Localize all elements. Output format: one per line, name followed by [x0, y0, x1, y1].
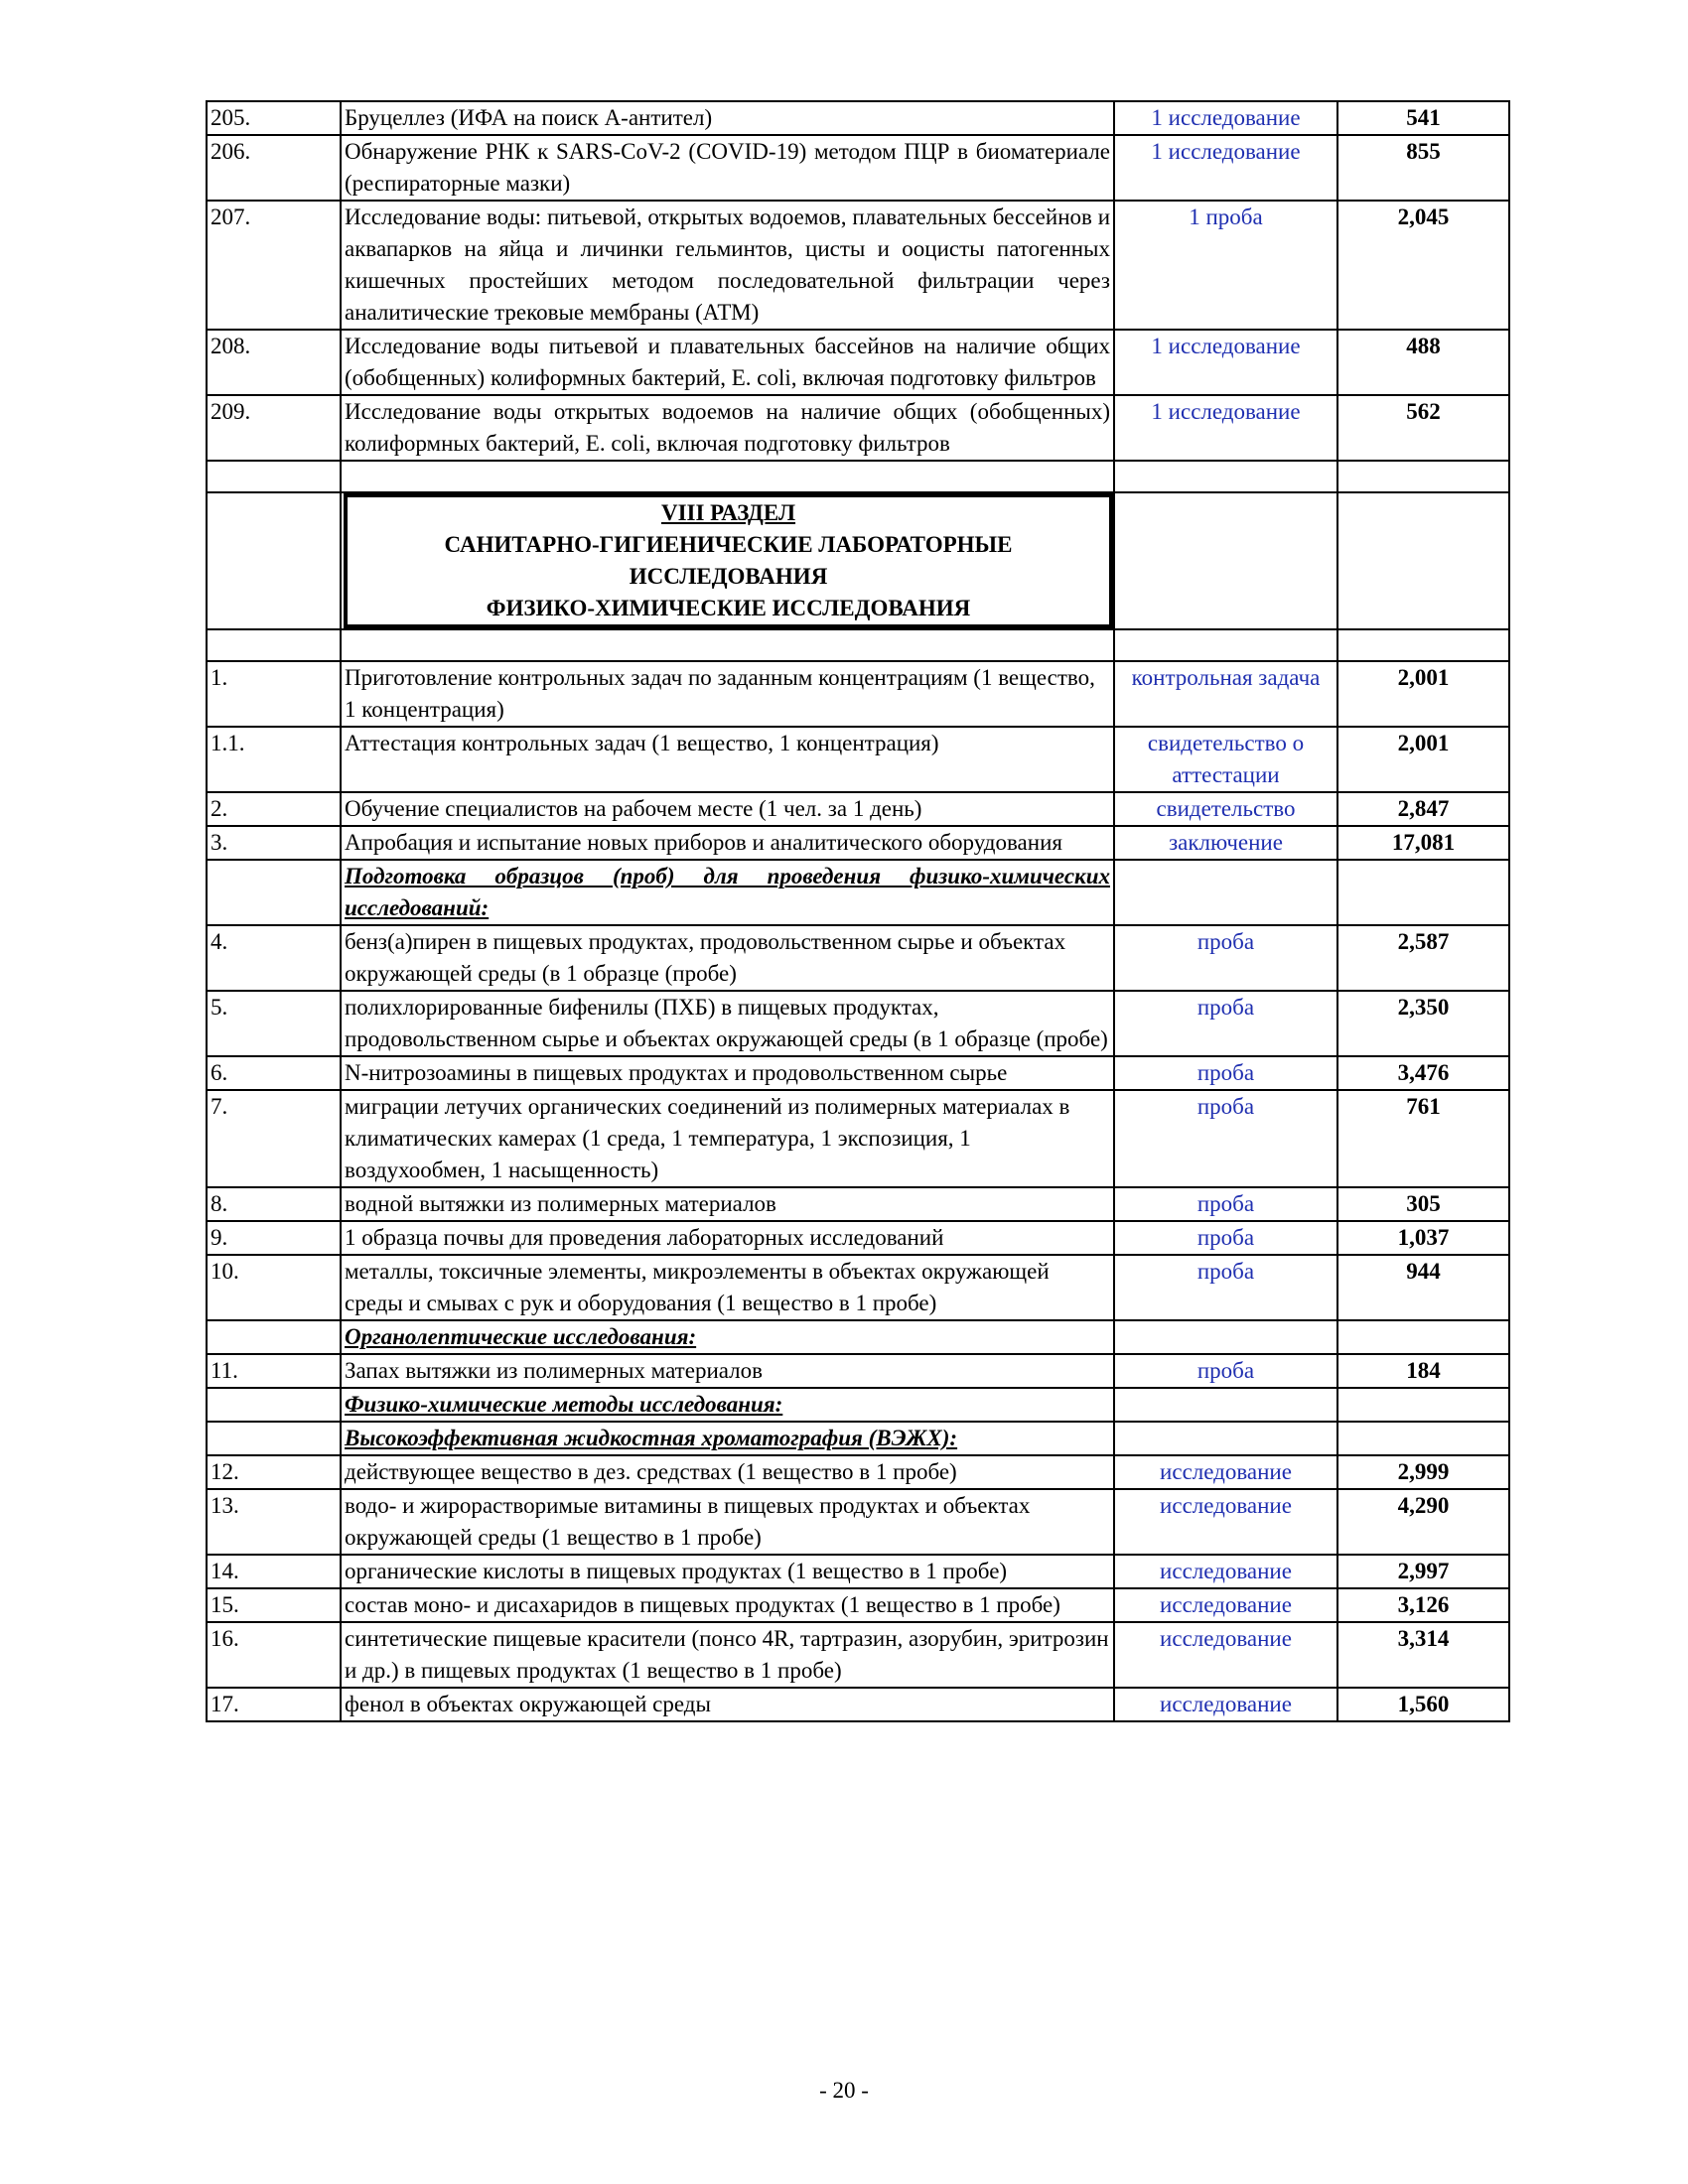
table-row — [207, 101, 1509, 135]
row-number: 12. — [207, 1455, 341, 1489]
row-unit: проба — [1114, 1056, 1337, 1090]
row-price: 541 — [1337, 101, 1509, 135]
row-price: 2,847 — [1337, 792, 1509, 826]
row-unit: проба — [1114, 1187, 1337, 1221]
row-unit: проба — [1114, 1221, 1337, 1255]
row-price: 17,081 — [1337, 826, 1509, 860]
subheading-organoleptic: Органолептические исследования: — [341, 1320, 1114, 1354]
row-description: Обнаружение РНК к SARS-CoV-2 (COVID-19) методом ПЦР в биоматериале (респираторные мазки) — [341, 135, 1114, 201]
spacer-before-section — [207, 461, 1509, 492]
row-unit: 1 проба — [1114, 201, 1337, 330]
row-price: 2,587 — [1337, 925, 1509, 991]
row-number: 7. — [207, 1090, 341, 1187]
row-price: 855 — [1337, 135, 1509, 201]
table-row — [207, 792, 1509, 826]
row-description: Исследование воды открытых водоемов на наличие общих (обобщенных) колиформных бактерий, E. coli, включая подготовку фильтров — [341, 395, 1114, 461]
table-row — [207, 1187, 1509, 1221]
row-description: Бруцеллез (ИФА на поиск А-антител) — [341, 101, 1114, 135]
table-row — [207, 1622, 1509, 1688]
row-unit: проба — [1114, 925, 1337, 991]
row-number: 209. — [207, 395, 341, 461]
row-unit: свидетельство — [1114, 792, 1337, 826]
subhead-organo-row — [207, 1320, 1509, 1354]
subheading-hplc: Высокоэффективная жидкостная хроматография (ВЭЖХ): — [341, 1422, 1114, 1455]
subheading-physico-chemical-methods: Физико-химические методы исследования: — [341, 1388, 1114, 1422]
row-number: 15. — [207, 1588, 341, 1622]
row-description: металлы, токсичные элементы, микроэлементы в объектах окружающей среды и смывах с рук и оборудования (1 вещество в 1 пробе) — [341, 1255, 1114, 1320]
row-price: 2,999 — [1337, 1455, 1509, 1489]
row-description: Аттестация контрольных задач (1 вещество, 1 концентрация) — [341, 727, 1114, 792]
row-price: 3,476 — [1337, 1056, 1509, 1090]
row-description: Апробация и испытание новых приборов и аналитического оборудования — [341, 826, 1114, 860]
row-description: полихлорированные бифенилы (ПХБ) в пищевых продуктах, продовольственном сырье и объектах окружающей среды (в 1 образце (пробе) — [341, 991, 1114, 1056]
row-unit: проба — [1114, 1090, 1337, 1187]
table-row — [207, 661, 1509, 727]
row-description: синтетические пищевые красители (понсо 4R, тартразин, азорубин, эритрозин и др.) в пищевых продуктах (1 вещество в 1 пробе) — [341, 1622, 1114, 1688]
row-number: 1.1. — [207, 727, 341, 792]
row-number: 2. — [207, 792, 341, 826]
row-unit: контрольная задача — [1114, 661, 1337, 727]
row-number: 6. — [207, 1056, 341, 1090]
subheading-sample-preparation: Подготовка образцов (проб) для проведения физико-химических исследований: — [341, 860, 1114, 925]
section-subtitle: ФИЗИКО-ХИМИЧЕСКИЕ ИССЛЕДОВАНИЯ — [486, 596, 971, 620]
row-description: бенз(а)пирен в пищевых продуктах, продовольственном сырье и объектах окружающей среды (в 1 образце (пробе) — [341, 925, 1114, 991]
row-unit: заключение — [1114, 826, 1337, 860]
row-description: фенол в объектах окружающей среды — [341, 1688, 1114, 1721]
row-price: 944 — [1337, 1255, 1509, 1320]
table-row — [207, 1688, 1509, 1721]
row-unit: 1 исследование — [1114, 330, 1337, 395]
row-price: 562 — [1337, 395, 1509, 461]
row-number: 14. — [207, 1555, 341, 1588]
page-number: - 20 - — [819, 2078, 869, 2103]
row-unit: 1 исследование — [1114, 135, 1337, 201]
row-unit: исследование — [1114, 1622, 1337, 1688]
row-unit: свидетельство о аттестации — [1114, 727, 1337, 792]
row-unit: 1 исследование — [1114, 101, 1337, 135]
row-unit: исследование — [1114, 1489, 1337, 1555]
row-number: 205. — [207, 101, 341, 135]
row-unit: исследование — [1114, 1455, 1337, 1489]
rows-top — [207, 101, 1509, 461]
row-number: 208. — [207, 330, 341, 395]
row-price: 305 — [1337, 1187, 1509, 1221]
rows-hplc — [207, 1455, 1509, 1721]
rows-sample-preparation — [207, 925, 1509, 1320]
table-row — [207, 1588, 1509, 1622]
row-description: действующее вещество в дез. средствах (1 вещество в 1 пробе) — [341, 1455, 1114, 1489]
row-number: 1. — [207, 661, 341, 727]
row-unit: исследование — [1114, 1688, 1337, 1721]
rows-general — [207, 661, 1509, 860]
subhead-physchem-row — [207, 1388, 1509, 1455]
row-price: 2,001 — [1337, 661, 1509, 727]
table-row — [207, 1354, 1509, 1388]
row-description: Запах вытяжки из полимерных материалов — [341, 1354, 1114, 1388]
row-price: 488 — [1337, 330, 1509, 395]
row-number: 206. — [207, 135, 341, 201]
row-description: органические кислоты в пищевых продуктах (1 вещество в 1 пробе) — [341, 1555, 1114, 1588]
table-row — [207, 1221, 1509, 1255]
row-description: состав моно- и дисахаридов в пищевых продуктах (1 вещество в 1 пробе) — [341, 1588, 1114, 1622]
table-row — [207, 925, 1509, 991]
row-number: 13. — [207, 1489, 341, 1555]
section-header — [207, 492, 1509, 661]
table-row — [207, 826, 1509, 860]
price-table — [206, 100, 1510, 1722]
row-description: миграции летучих органических соединений из полимерных материалах в климатических камерах (1 среда, 1 температура, 1 экспозиция, 1 воздухообмен, 1 насыщенность) — [341, 1090, 1114, 1187]
section-number: VIII РАЗДЕЛ — [660, 500, 796, 525]
table-row — [207, 1489, 1509, 1555]
row-price: 761 — [1337, 1090, 1509, 1187]
table-row — [207, 330, 1509, 395]
table-row — [207, 1555, 1509, 1588]
row-price: 2,045 — [1337, 201, 1509, 330]
row-description: Исследование воды питьевой и плавательных бассейнов на наличие общих (обобщенных) колиформных бактерий, E. coli, включая подготовку фильтров — [341, 330, 1114, 395]
row-description: водо- и жирорастворимые витамины в пищевых продуктах и объектах окружающей среды (1 вещество в 1 пробе) — [341, 1489, 1114, 1555]
section-title-box — [344, 493, 1113, 628]
row-unit: проба — [1114, 991, 1337, 1056]
row-description: 1 образца почвы для проведения лабораторных исследований — [341, 1221, 1114, 1255]
row-number: 16. — [207, 1622, 341, 1688]
table-row — [207, 395, 1509, 461]
row-description: Исследование воды: питьевой, открытых водоемов, плавательных бессейнов и аквапарков на яйца и личинки гельминтов, цисты и ооцисты патогенных кишечных простейших методом последовательной фильтрации через аналитические трековые мембраны (АТМ) — [341, 201, 1114, 330]
row-number: 10. — [207, 1255, 341, 1320]
table-row — [207, 1455, 1509, 1489]
table-row — [207, 135, 1509, 201]
table-row — [207, 1255, 1509, 1320]
row-number: 11. — [207, 1354, 341, 1388]
row-unit: проба — [1114, 1255, 1337, 1320]
row-number: 17. — [207, 1688, 341, 1721]
section-title: САНИТАРНО-ГИГИЕНИЧЕСКИЕ ЛАБОРАТОРНЫЕ ИССЛЕДОВАНИЯ — [444, 532, 1013, 589]
row-number: 9. — [207, 1221, 341, 1255]
table-row — [207, 991, 1509, 1056]
row-price: 2,350 — [1337, 991, 1509, 1056]
row-number: 8. — [207, 1187, 341, 1221]
row-unit: проба — [1114, 1354, 1337, 1388]
row-unit: исследование — [1114, 1588, 1337, 1622]
row-description: водной вытяжки из полимерных материалов — [341, 1187, 1114, 1221]
rows-organoleptic — [207, 1354, 1509, 1388]
table-row — [207, 1056, 1509, 1090]
row-number: 4. — [207, 925, 341, 991]
row-price: 2,001 — [1337, 727, 1509, 792]
row-price: 2,997 — [1337, 1555, 1509, 1588]
table-row — [207, 727, 1509, 792]
row-price: 1,037 — [1337, 1221, 1509, 1255]
row-price: 1,560 — [1337, 1688, 1509, 1721]
row-unit: исследование — [1114, 1555, 1337, 1588]
row-description: Обучение специалистов на рабочем месте (1 чел. за 1 день) — [341, 792, 1114, 826]
row-price: 184 — [1337, 1354, 1509, 1388]
row-description: Приготовление контрольных задач по заданным концентрациям (1 вещество, 1 концентрация) — [341, 661, 1114, 727]
subhead-prep-row — [207, 860, 1509, 925]
row-price: 3,314 — [1337, 1622, 1509, 1688]
row-number: 207. — [207, 201, 341, 330]
table-row — [207, 201, 1509, 330]
row-number: 3. — [207, 826, 341, 860]
row-number: 5. — [207, 991, 341, 1056]
row-price: 4,290 — [1337, 1489, 1509, 1555]
row-description: N-нитрозоамины в пищевых продуктах и продовольственном сырье — [341, 1056, 1114, 1090]
row-unit: 1 исследование — [1114, 395, 1337, 461]
row-price: 3,126 — [1337, 1588, 1509, 1622]
table-row — [207, 1090, 1509, 1187]
